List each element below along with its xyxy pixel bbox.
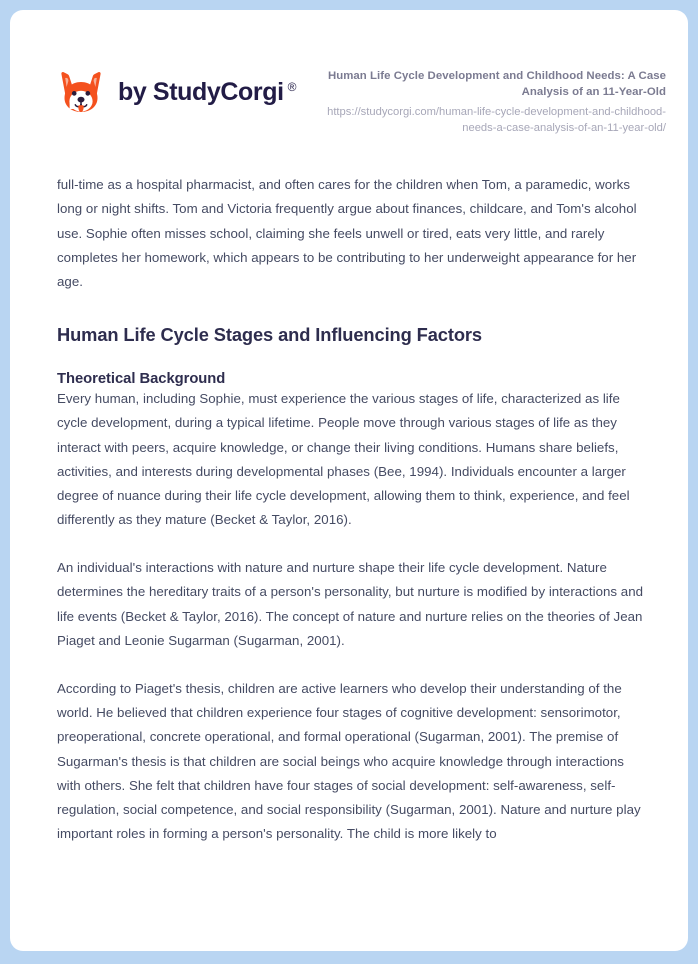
document-page-card bbox=[10, 10, 688, 951]
document-source-url[interactable]: https://studycorgi.com/human-life-cycle-development-and-childhood-needs-a-case-analysis-of-an-11-year-old/ bbox=[327, 106, 666, 135]
header-document-meta bbox=[326, 62, 666, 137]
sub-heading: Theoretical Background bbox=[57, 371, 226, 388]
corgi-mascot-icon bbox=[57, 68, 105, 116]
document-body bbox=[10, 137, 688, 846]
brand-wordmark bbox=[118, 77, 297, 106]
section-heading: Human Life Cycle Stages and Influencing Factors bbox=[57, 324, 482, 346]
brand-logo-group bbox=[57, 62, 296, 116]
brand-wordmark-text: by StudyCorgi bbox=[118, 77, 284, 106]
document-title: Human Life Cycle Development and Childhood Needs: A Case Analysis of an 11-Year-Old bbox=[327, 70, 666, 99]
intro-paragraph: full-time as a hospital pharmacist, and often cares for the children when Tom, a paramedic, works long or night shifts. Tom and Victoria frequently argue about finances, childcare, and Tom's alcohol use. Sophie often misses school, claiming she feels unwell or tired, eats very little, and rarely completes her homework, which appears to be contributing to her underweight appearance for her age. bbox=[57, 177, 637, 289]
body-paragraph-1: Every human, including Sophie, must experience the various stages of life, characterized as life cycle development, during a typical lifetime. People move through various stages of life as they interact with peers, acquire knowledge, or change their living conditions. Humans share beliefs, activities, and interests during developmental phases (Bee, 1994). Individuals encounter a larger degree of nuance during their life cycle development, allowing them to think, experience, and feel differently as they mature (Becket & Taylor, 2016). bbox=[57, 391, 630, 528]
document-header bbox=[10, 10, 688, 137]
body-paragraph-2: An individual's interactions with nature and nurture shape their life cycle development. Nature determines the hereditary traits of a person's personality, but nurture is modified by interactions and life events (Becket & Taylor, 2016). The concept of nature and nurture relies on the theories of Jean Piaget and Leonie Sugarman (Sugarman, 2001). bbox=[57, 560, 644, 648]
registered-trademark-icon: ® bbox=[287, 79, 297, 94]
body-paragraph-3: According to Piaget's thesis, children are active learners who develop their understanding of the world. He believed that children experience four stages of cognitive development: sensorimotor, preoperational, concrete operational, and formal operational (Sugarman, 2001). The premise of Sugarman's thesis is that children are social beings who acquire knowledge through interactions with others. She felt that children have four stages of social development: self-awareness, self-regulation, social competence, and social responsibility (Sugarman, 2001). Nature and nurture play important roles in forming a person's personality. The child is more likely to bbox=[57, 681, 641, 842]
